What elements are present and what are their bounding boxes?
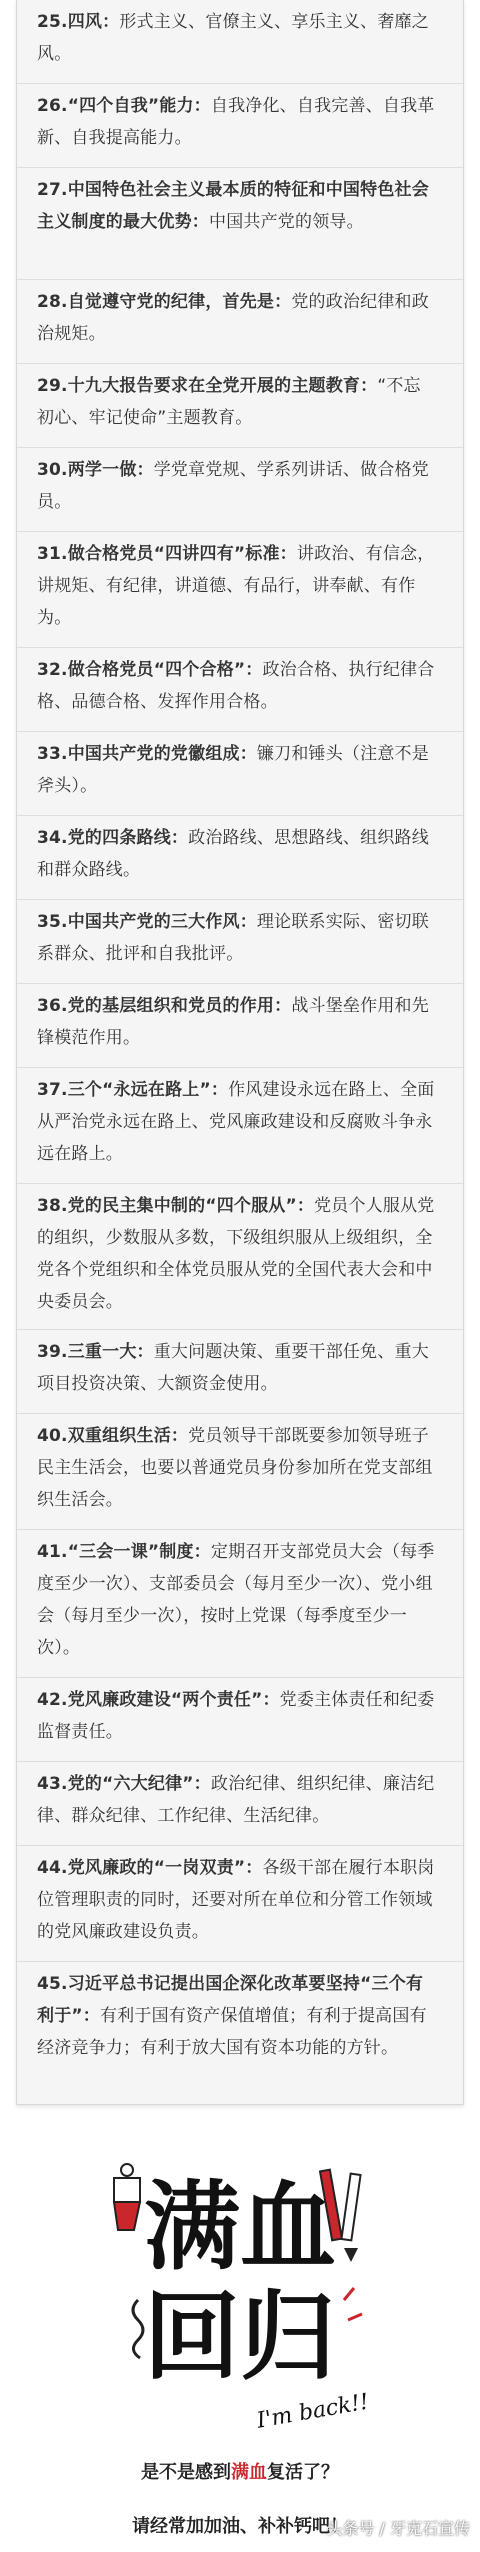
- list-item: [17, 448, 463, 532]
- item-heading: 三重一大：: [67, 1342, 154, 1362]
- list-item: [17, 1962, 463, 2104]
- item-number: 39.: [37, 1342, 68, 1362]
- item-heading: 党的民主集中制的“四个服从”：: [67, 1196, 315, 1216]
- item-description: 形式主义、官僚主义、享乐主义、奢靡之风。: [37, 12, 429, 64]
- item-description: 讲政治、有信念，讲规矩、有纪律，讲道德、有品行，讲奉献、有作为。: [37, 544, 435, 628]
- item-number: 40.: [37, 1426, 68, 1446]
- item-number: 28.: [37, 292, 68, 312]
- list-item: [17, 84, 463, 168]
- item-heading: 习近平总书记提出国企深化改革要坚持“三个有利于”：: [37, 1974, 424, 2026]
- item-number: 30.: [37, 460, 68, 480]
- item-description: 学党章党规、学系列讲话、做合格党员。: [37, 460, 429, 512]
- poster-title-line2: 回归: [144, 2281, 336, 2393]
- list-item: [17, 532, 463, 648]
- item-number: 37.: [37, 1080, 68, 1100]
- caption-text-post: 复活了？: [267, 2462, 339, 2483]
- item-description: 战斗堡垒作用和先锋模范作用。: [37, 996, 429, 1048]
- caption-highlight: 满血: [231, 2462, 267, 2483]
- item-heading: 四风：: [67, 12, 120, 32]
- content-card: [16, 0, 464, 2105]
- item-description: 作风建设永远在路上、全面从严治党永远在路上、党风廉政建设和反腐败斗争永远在路上。: [37, 1080, 435, 1164]
- item-number: 29.: [37, 376, 68, 396]
- item-number: 31.: [37, 544, 68, 564]
- item-heading: 自觉遵守党的纪律，首先是：: [67, 292, 292, 312]
- item-heading: 三个“永远在路上”：: [67, 1080, 229, 1100]
- list-item: [17, 1530, 463, 1678]
- item-number: 25.: [37, 12, 68, 32]
- item-heading: 党的“六大纪律”：: [67, 1774, 211, 1794]
- item-heading: 中国共产党的党徽组成：: [67, 744, 257, 764]
- item-number: 26.: [37, 96, 68, 116]
- item-description: 各级干部在履行本职岗位管理职责的同时，还要对所在单位和分管工作领域的党风廉政建设负责。: [37, 1858, 435, 1942]
- item-description: “不忘初心、牢记使命”主题教育。: [37, 376, 421, 428]
- item-description: 政治路线、思想路线、组织路线和群众路线。: [37, 828, 429, 880]
- poster-graphic: [108, 2150, 372, 2440]
- list-item: [17, 1184, 463, 1330]
- caption-text-pre: 是不是感到: [141, 2462, 231, 2483]
- item-heading: 做合格党员“四个合格”：: [67, 660, 263, 680]
- list-item: [17, 732, 463, 816]
- item-number: 32.: [37, 660, 68, 680]
- caption-line-2: 请经常加加油、补补钙吧！: [132, 2516, 348, 2537]
- item-number: 43.: [37, 1774, 68, 1794]
- item-heading: 党的基层组织和党员的作用：: [67, 996, 292, 1016]
- list-item: [17, 1762, 463, 1846]
- item-heading: 中国共产党的三大作风：: [67, 912, 257, 932]
- item-number: 35.: [37, 912, 68, 932]
- item-description: 镰刀和锤头（注意不是斧头）。: [37, 744, 429, 796]
- item-description: 党委主体责任和纪委监督责任。: [37, 1690, 435, 1742]
- caption-line-1: [0, 2458, 480, 2484]
- item-heading: 中国特色社会主义最本质的特征和中国特色社会主义制度的最大优势：: [37, 180, 429, 232]
- item-number: 34.: [37, 828, 68, 848]
- item-heading: 两学一做：: [67, 460, 154, 480]
- item-description: 政治纪律、组织纪律、廉洁纪律、群众纪律、工作纪律、生活纪律。: [37, 1774, 435, 1826]
- decorative-stationery-icon: [114, 2164, 140, 2230]
- item-description: 中国共产党的领导。: [209, 212, 364, 232]
- item-heading: “四个自我”能力：: [67, 96, 211, 116]
- list-item: [17, 168, 463, 280]
- item-heading: 做合格党员“四讲四有”标准：: [67, 544, 297, 564]
- item-description: 有利于国有资产保值增值；有利于提高国有经济竞争力；有利于放大国有资本功能的方针。: [37, 2006, 427, 2058]
- list-item: [17, 900, 463, 984]
- item-heading: 党风廉政的“一岗双责”：: [67, 1858, 263, 1878]
- list-item: [17, 816, 463, 900]
- item-description: 重大问题决策、重要干部任免、重大项目投资决策、大额资金使用。: [37, 1342, 429, 1394]
- item-heading: 十九大报告要求在全党开展的主题教育：: [67, 376, 378, 396]
- item-number: 41.: [37, 1542, 68, 1562]
- item-description: 党员领导干部既要参加领导班子民主生活会，也要以普通党员身份参加所在党支部组织生活会。: [37, 1426, 433, 1510]
- item-number: 45.: [37, 1974, 68, 1994]
- list-item: [17, 648, 463, 732]
- item-heading: 党风廉政建设“两个责任”：: [67, 1690, 280, 1710]
- list-item: [17, 1330, 463, 1414]
- item-number: 44.: [37, 1858, 68, 1878]
- list-item: [17, 1846, 463, 1962]
- item-description: 党员个人服从党的组织，少数服从多数，下级组织服从上级组织，全党各个党组织和全体党员服从党的全国代表大会和中央委员会。: [37, 1196, 435, 1312]
- list-item: [17, 1678, 463, 1762]
- item-heading: “三会一课”制度：: [67, 1542, 211, 1562]
- list-item: [17, 280, 463, 364]
- item-number: 33.: [37, 744, 68, 764]
- item-number: 36.: [37, 996, 68, 1016]
- list-item: [17, 1068, 463, 1184]
- list-item: [17, 984, 463, 1068]
- watermark: 头条号 / 牙克石宣传: [326, 2519, 470, 2538]
- item-description: 定期召开支部党员大会（每季度至少一次）、支部委员会（每月至少一次）、党小组会（每月至少一次），按时上党课（每季度至少一次）。: [37, 1542, 435, 1658]
- item-description: 自我净化、自我完善、自我革新、自我提高能力。: [37, 96, 435, 148]
- poster-tagline: I'm back!!: [254, 2389, 371, 2434]
- list-item: [17, 1414, 463, 1530]
- item-description: 政治合格、执行纪律合格、品德合格、发挥作用合格。: [37, 660, 435, 712]
- item-heading: 党的四条路线：: [67, 828, 189, 848]
- poster-title-line1: 满血: [144, 2171, 336, 2283]
- item-number: 38.: [37, 1196, 68, 1216]
- list-item: [17, 364, 463, 448]
- item-number: 27.: [37, 180, 68, 200]
- item-description: 理论联系实际、密切联系群众、批评和自我批评。: [37, 912, 429, 964]
- list-item: [17, 0, 463, 84]
- item-description: 党的政治纪律和政治规矩。: [37, 292, 429, 344]
- item-heading: 双重组织生活：: [67, 1426, 189, 1446]
- item-number: 42.: [37, 1690, 68, 1710]
